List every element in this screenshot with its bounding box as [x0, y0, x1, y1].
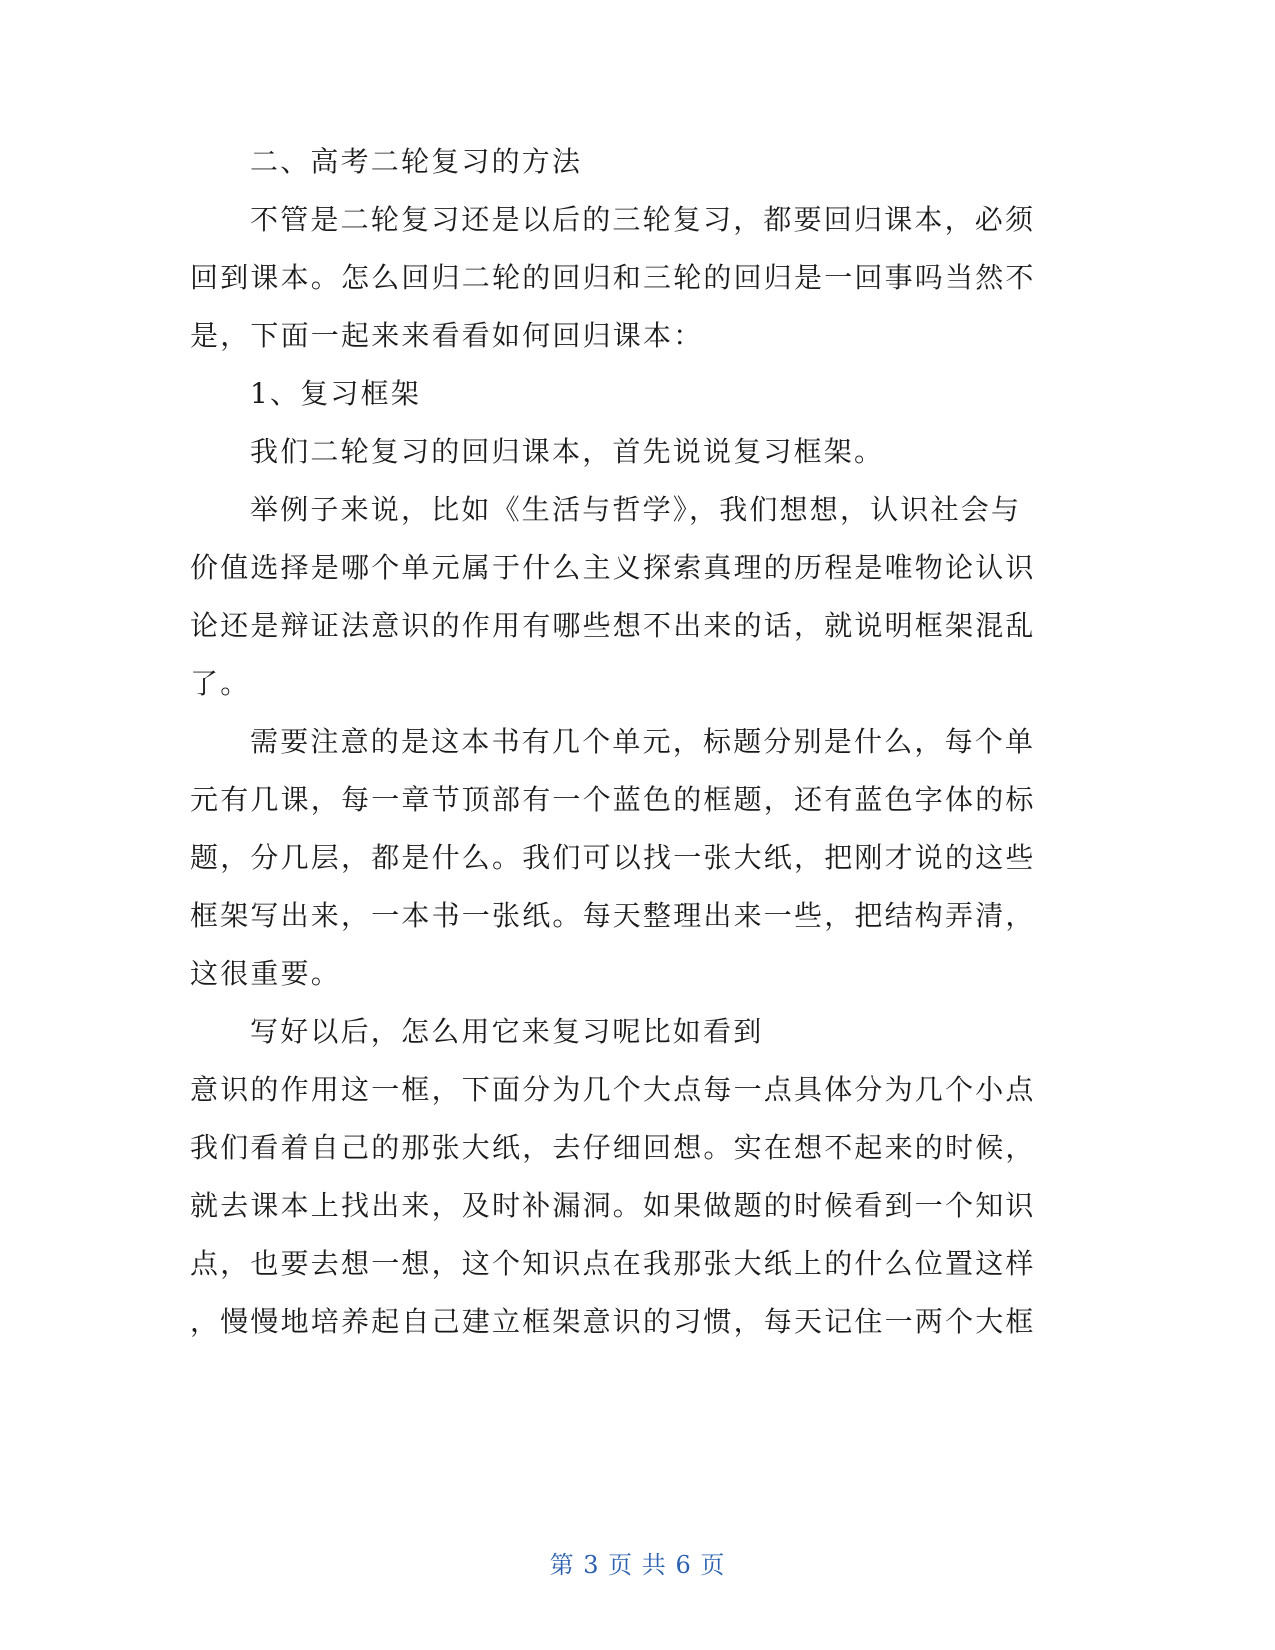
paragraph-line: 我们二轮复习的回归课本，首先说说复习框架。	[250, 435, 885, 468]
paragraph-line: 写好以后，怎么用它来复习呢比如看到	[250, 1015, 764, 1048]
paragraph-line: 我们看着自己的那张大纸，去仔细回想。实在想不起来的时候，	[190, 1131, 1036, 1164]
paragraph-line: 价值选择是哪个单元属于什么主义探索真理的历程是唯物论认识	[190, 551, 1036, 584]
paragraph-line: 了。	[190, 667, 251, 700]
paragraph-line: 元有几课，每一章节顶部有一个蓝色的框题，还有蓝色字体的标	[190, 783, 1036, 816]
paragraph-line: 这很重要。	[190, 957, 342, 990]
page-number-footer: 第 3 页 共 6 页	[549, 1551, 726, 1579]
paragraph-line: 论还是辩证法意识的作用有哪些想不出来的话，就说明框架混乱	[190, 609, 1036, 642]
paragraph-line: 框架写出来，一本书一张纸。每天整理出来一些，把结构弄清，	[190, 899, 1036, 932]
paragraph-line: 举例子来说，比如《生活与哲学》，我们想想，认识社会与	[250, 493, 1022, 526]
section-heading: 二、高考二轮复习的方法	[250, 145, 583, 178]
paragraph-line: 需要注意的是这本书有几个单元，标题分别是什么，每个单	[250, 725, 1036, 758]
paragraph-line: 点，也要去想一想，这个知识点在我那张大纸上的什么位置这样	[190, 1247, 1036, 1280]
subsection-heading: 1、复习框架	[250, 377, 422, 410]
paragraph-line: 意识的作用这一框，下面分为几个大点每一点具体分为几个小点	[190, 1073, 1036, 1106]
paragraph-line: ，慢慢地培养起自己建立框架意识的习惯，每天记住一两个大框	[190, 1305, 1036, 1338]
paragraph-line: 回到课本。怎么回归二轮的回归和三轮的回归是一回事吗当然不	[190, 261, 1036, 294]
paragraph-line: 题，分几层，都是什么。我们可以找一张大纸，把刚才说的这些	[190, 841, 1036, 874]
paragraph-line: 就去课本上找出来，及时补漏洞。如果做题的时候看到一个知识	[190, 1189, 1036, 1222]
paragraph-line: 是，下面一起来来看看如何回归课本：	[190, 319, 704, 352]
paragraph-line: 不管是二轮复习还是以后的三轮复习，都要回归课本，必须	[250, 203, 1036, 236]
